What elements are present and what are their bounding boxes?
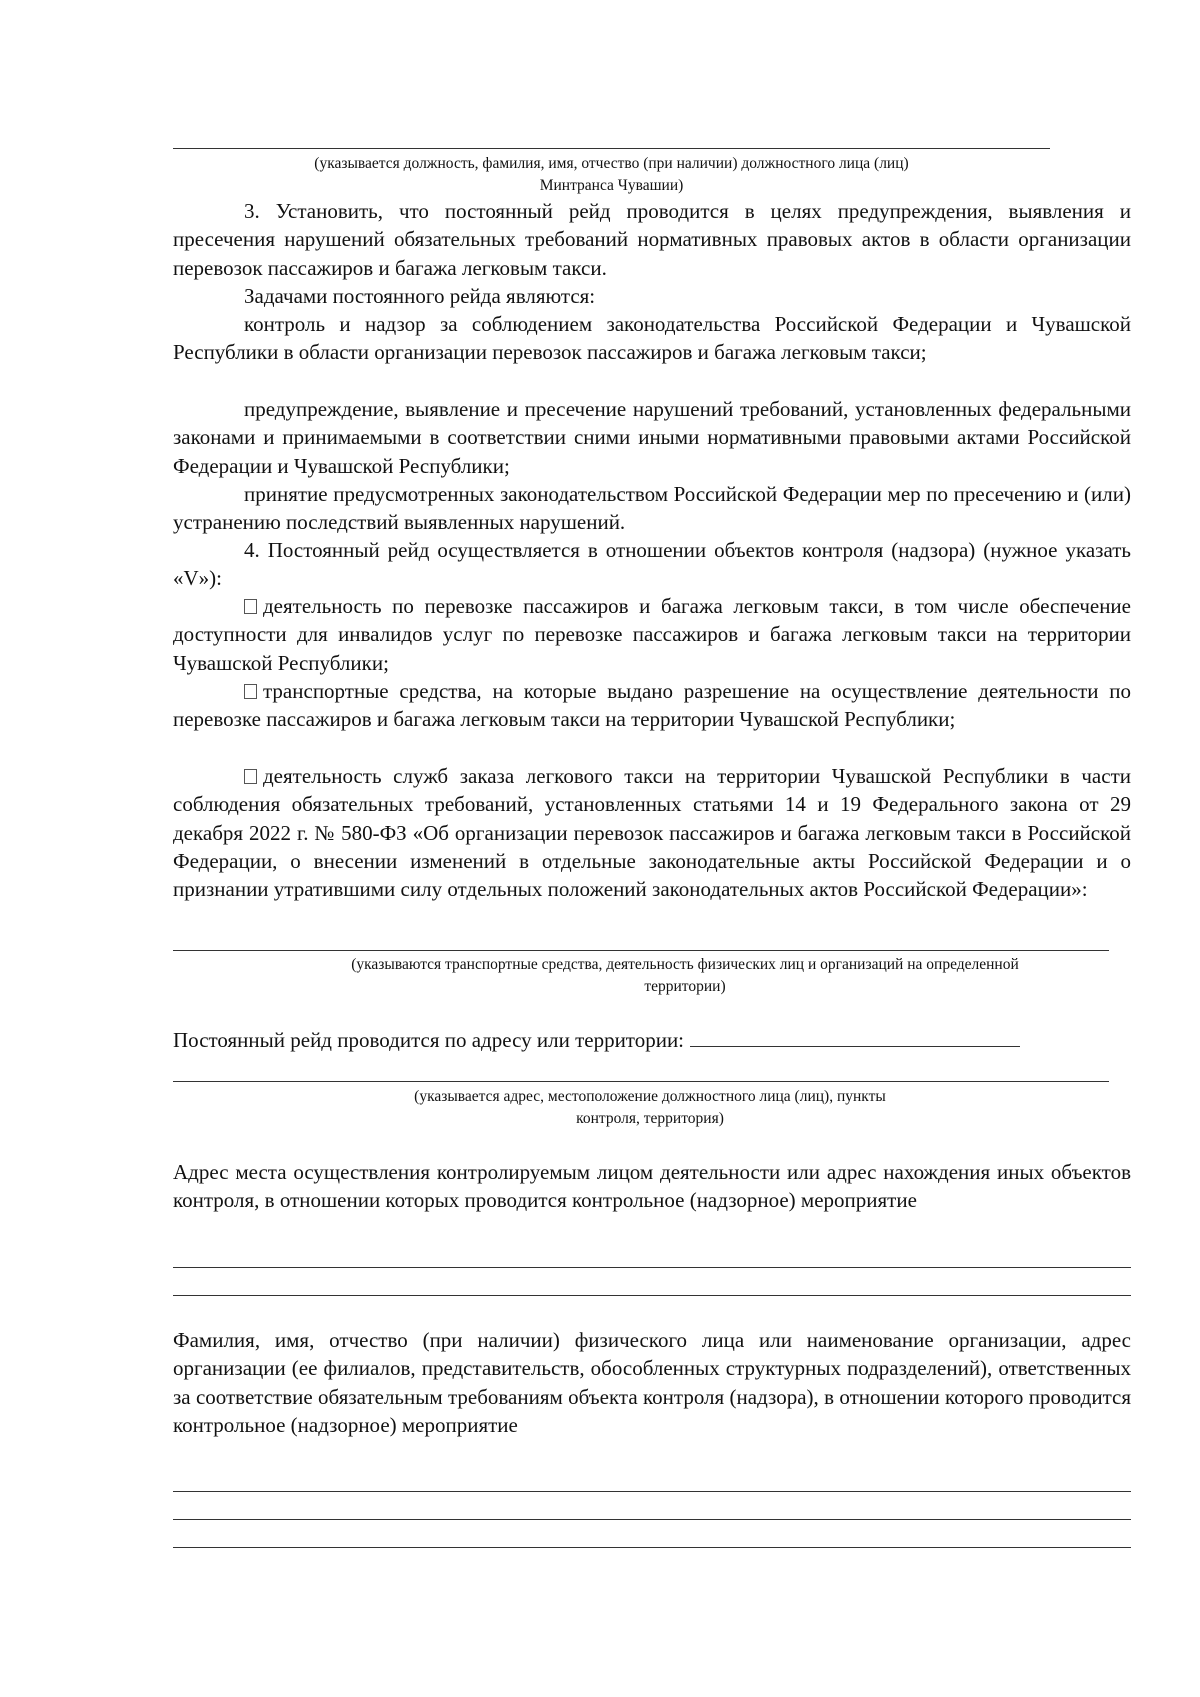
address-fill-line[interactable] — [690, 1045, 1020, 1047]
official-caption-line2: Минтранса Чувашии) — [539, 177, 684, 194]
place-paragraph: Адрес места осуществления контролируемым лицом деятельности или адрес нахождения иных объектов контроля, в отношении которых проводится контрольное (надзорное) мероприятие — [173, 1160, 1131, 1213]
objects-caption-line1: (указываются транспортные средства, деятельность физических лиц и организаций на определенной — [351, 956, 1019, 973]
objects-caption — [245, 954, 1125, 998]
address-caption-line2: контроля, территория) — [576, 1110, 724, 1127]
place-fill-line-2[interactable] — [173, 1295, 1131, 1296]
paragraph-4: 4. Постоянный рейд осуществляется в отношении объектов контроля (надзора) (нужное указать «V»): — [173, 538, 1131, 591]
option-vehicles-label: транспортные средства, на которые выдано разрешение на осуществление деятельности по перевозке пассажиров и багажа легковым такси на территории Чувашской Республики; — [173, 679, 1131, 732]
option-taxi-activity-checkbox[interactable] — [244, 599, 257, 614]
objects-fill-line[interactable] — [173, 950, 1109, 951]
option-dispatch-services — [173, 762, 1131, 903]
official-caption — [173, 153, 1050, 197]
address-caption-line1: (указывается адрес, местоположение должностного лица (лиц), пункты — [414, 1088, 886, 1105]
address-fill-line-2[interactable] — [173, 1081, 1109, 1082]
place-fill-line-1[interactable] — [173, 1267, 1131, 1268]
option-dispatch-services-label: деятельность служб заказа легкового такси на территории Чувашской Республики в части соблюдения обязательных требований, установленных статьями 14 и 19 Федерального закона от 29 декабря 2022 г. № 580-ФЗ «Об организации перевозок пассажиров и багажа легковым такси в Российской Федерации, о внесении изменений в отдельные законодательные акты Российской Федерации и о признании утратившими силу отдельных положений законодательных актов Российской Федерации»: — [173, 764, 1131, 902]
official-name-line — [173, 148, 1050, 149]
address-label: Постоянный рейд проводится по адресу или территории: — [173, 1028, 685, 1052]
tasks-intro: Задачами постоянного рейда являются: — [244, 284, 596, 308]
person-paragraph: Фамилия, имя, отчество (при наличии) физического лица или наименование организации, адрес организации (ее филиалов, представительств, обособленных структурных подразделений), ответственных за соответствие обязательным требованиям объекта контроля (надзора), в отношении которого проводится контрольное (надзорное) мероприятие — [173, 1328, 1131, 1437]
paragraph-3: 3. Установить, что постоянный рейд проводится в целях предупреждения, выявления и пресечения нарушений обязательных требований нормативных правовых актов в области организации перевозок пассажиров и багажа легковым такси. — [173, 199, 1131, 280]
person-fill-line-2[interactable] — [173, 1519, 1131, 1520]
objects-caption-line2: территории) — [644, 978, 726, 995]
task-item-1: контроль и надзор за соблюдением законодательства Российской Федерации и Чувашской Республики в области организации перевозок пассажиров и багажа легковым такси; — [173, 312, 1131, 365]
option-taxi-activity-label: деятельность по перевозке пассажиров и багажа легковым такси, в том числе обеспечение доступности для инвалидов услуг по перевозке пассажиров и багажа легковым такси на территории Чувашской Республики; — [173, 594, 1131, 675]
official-caption-line1: (указывается должность, фамилия, имя, отчество (при наличии) должностного лица (лиц) — [314, 155, 909, 172]
person-fill-line-3[interactable] — [173, 1547, 1131, 1548]
task-item-3: принятие предусмотренных законодательством Российской Федерации мер по пресечению и (или) устранению последствий выявленных нарушений. — [173, 482, 1131, 535]
option-vehicles-checkbox[interactable] — [244, 684, 257, 699]
address-row — [173, 1026, 1131, 1054]
address-caption — [330, 1086, 970, 1130]
option-taxi-activity — [173, 592, 1131, 677]
option-vehicles — [173, 677, 1131, 734]
option-dispatch-services-checkbox[interactable] — [244, 769, 257, 784]
person-fill-line-1[interactable] — [173, 1491, 1131, 1492]
task-item-2: предупреждение, выявление и пресечение нарушений требований, установленных федеральными законами и принимаемыми в соответствии сними иными нормативными правовыми актами Российской Федерации и Чувашской Республики; — [173, 397, 1131, 478]
